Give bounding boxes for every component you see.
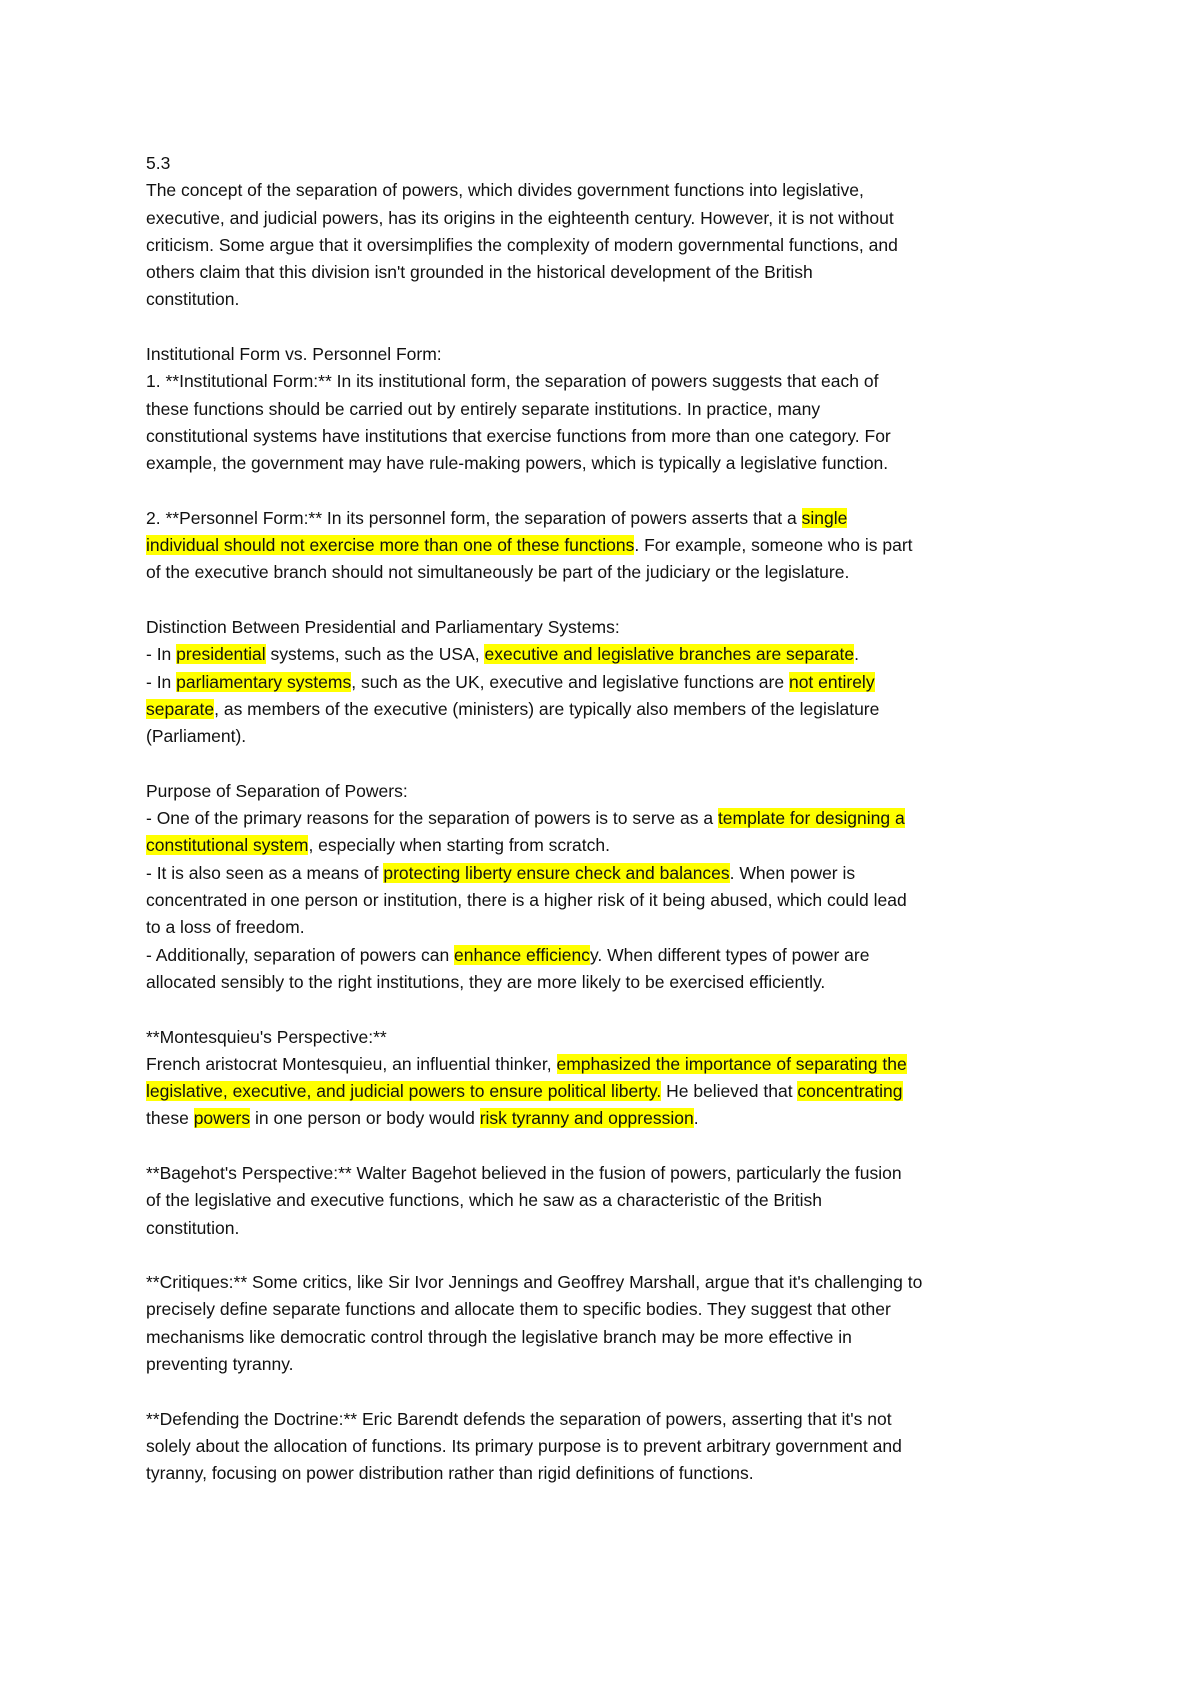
highlighted-text: not entirely [788,671,875,692]
text-line [146,368,1086,395]
text-run: example, the government may have rule-making powers, which is typically a legislative function. [146,453,889,474]
text-run: , especially when starting from scratch. [308,835,610,856]
text-line [146,641,1086,668]
text-line [146,450,1086,477]
personnel-form-paragraph [146,505,1086,587]
text-line [146,1433,1086,1460]
text-line [146,1160,1086,1187]
text-line [146,341,1086,368]
text-run: concentrated in one person or institution, there is a higher risk of it being abused, which could lead [146,890,907,911]
highlighted-text: executive and legislative branches are separate [484,644,855,665]
text-run: mechanisms like democratic control through the legislative branch may be more effective in [146,1326,852,1347]
text-run: 1. **Institutional Form:** In its institutional form, the separation of powers suggests that each of [146,371,879,392]
defending-doctrine-paragraph [146,1406,1086,1488]
intro-paragraph [146,150,1086,314]
highlighted-text: separate [146,698,215,719]
purpose-paragraph [146,778,1086,996]
text-run: He believed that [661,1081,798,1102]
text-run: criticism. Some argue that it oversimplifies the complexity of modern governmental functions, and [146,234,898,255]
highlighted-text: individual should not exercise more than one of these functions [146,535,635,556]
text-run: Distinction Between Presidential and Parliamentary Systems: [146,617,620,638]
highlighted-text: parliamentary systems [176,671,352,692]
text-run: , as members of the executive (ministers) are typically also members of the legislature [214,698,880,719]
text-run: y. When different types of power are [589,944,870,965]
text-line [146,396,1086,423]
text-run: - In [146,671,177,692]
text-run: others claim that this division isn't grounded in the historical development of the British [146,262,813,283]
text-line [146,1296,1086,1323]
text-run: constitution. [146,1217,240,1238]
text-line [146,532,1086,559]
highlighted-text: presidential [176,644,266,665]
text-line [146,286,1086,313]
montesquieu-paragraph [146,1024,1086,1133]
text-run: of the executive branch should not simultaneously be part of the judiciary or the legislature. [146,562,850,583]
text-run: in one person or body would [250,1108,480,1129]
text-line [146,559,1086,586]
text-line [146,860,1086,887]
text-run: French aristocrat Montesquieu, an influential thinker, [146,1053,557,1074]
text-line [146,205,1086,232]
text-run: **Bagehot's Perspective:** Walter Bagehot believed in the fusion of powers, particularly the fusion [146,1162,902,1183]
text-line [146,1460,1086,1487]
text-line [146,259,1086,286]
text-run: tyranny, focusing on power distribution rather than rigid definitions of functions. [146,1463,754,1484]
text-line [146,669,1086,696]
text-line [146,1324,1086,1351]
text-run: these [146,1108,194,1129]
document-page [146,150,1086,1515]
text-run: **Montesquieu's Perspective:** [146,1026,387,1047]
text-line [146,1078,1086,1105]
highlighted-text: constitutional system [146,835,309,856]
text-run: - It is also seen as a means of [146,862,384,883]
text-line [146,150,1086,177]
bagehot-paragraph [146,1160,1086,1242]
text-run: preventing tyranny. [146,1354,294,1375]
text-line [146,1406,1086,1433]
text-run: 2. **Personnel Form:** In its personnel form, the separation of powers asserts that a [146,507,802,528]
text-run: - In [146,644,177,665]
text-run: , such as the UK, executive and legislative functions are [351,671,789,692]
text-run: - Additionally, separation of powers can [146,944,455,965]
highlighted-text: single [801,507,848,528]
text-line [146,177,1086,204]
text-line [146,1269,1086,1296]
text-run: to a loss of freedom. [146,917,305,938]
text-line [146,1051,1086,1078]
text-line [146,505,1086,532]
institutional-form-paragraph [146,341,1086,477]
text-run: constitutional systems have institutions that exercise functions from more than one category. For [146,425,891,446]
text-run: - One of the primary reasons for the separation of powers is to serve as a [146,808,718,829]
text-run: **Defending the Doctrine:** Eric Barendt defends the separation of powers, asserting that it's not [146,1408,892,1429]
text-run: . [693,1108,699,1129]
highlighted-text: protecting liberty ensure check and balances [383,862,730,883]
text-run: executive, and judicial powers, has its origins in the eighteenth century. However, it is not without [146,207,894,228]
text-line [146,805,1086,832]
text-line [146,778,1086,805]
text-run: 5.3 [146,153,171,173]
critiques-paragraph [146,1269,1086,1378]
text-line [146,942,1086,969]
text-line [146,614,1086,641]
highlighted-text: legislative, executive, and judicial powers to ensure political liberty. [146,1081,662,1102]
highlighted-text: emphasized the importance of separating the [556,1053,907,1074]
text-run: constitution. [146,289,240,310]
text-run: Institutional Form vs. Personnel Form: [146,344,442,365]
text-run: The concept of the separation of powers, which divides government functions into legislative, [146,180,864,201]
text-run: (Parliament). [146,726,247,747]
text-line [146,423,1086,450]
text-run: . For example, someone who is part [634,535,913,556]
text-line [146,832,1086,859]
text-line [146,723,1086,750]
text-line [146,1105,1086,1132]
highlighted-text: template for designing a [717,808,905,829]
highlighted-text: concentrating [797,1081,903,1102]
text-line [146,969,1086,996]
text-run: systems, such as the USA, [265,644,485,665]
highlighted-text: enhance efficienc [454,944,590,965]
text-line [146,1215,1086,1242]
text-line [146,1187,1086,1214]
text-line [146,1024,1086,1051]
text-run: Purpose of Separation of Powers: [146,780,408,801]
text-run: precisely define separate functions and allocate them to specific bodies. They suggest that other [146,1299,891,1320]
highlighted-text: risk tyranny and oppression [479,1108,694,1129]
text-run: allocated sensibly to the right institutions, they are more likely to be exercised efficiently. [146,971,826,992]
text-line [146,1351,1086,1378]
text-run: . [854,644,860,665]
highlighted-text: powers [193,1108,251,1129]
text-line [146,887,1086,914]
text-run: these functions should be carried out by entirely separate institutions. In practice, many [146,398,821,419]
systems-distinction-paragraph [146,614,1086,750]
text-run: solely about the allocation of functions. Its primary purpose is to prevent arbitrary government and [146,1435,902,1456]
text-line [146,232,1086,259]
text-run: . When power is [729,862,856,883]
text-run: **Critiques:** Some critics, like Sir Ivor Jennings and Geoffrey Marshall, argue that it's challenging to [146,1272,923,1293]
text-run: of the legislative and executive functions, which he saw as a characteristic of the British [146,1190,823,1211]
text-line [146,696,1086,723]
text-line [146,914,1086,941]
